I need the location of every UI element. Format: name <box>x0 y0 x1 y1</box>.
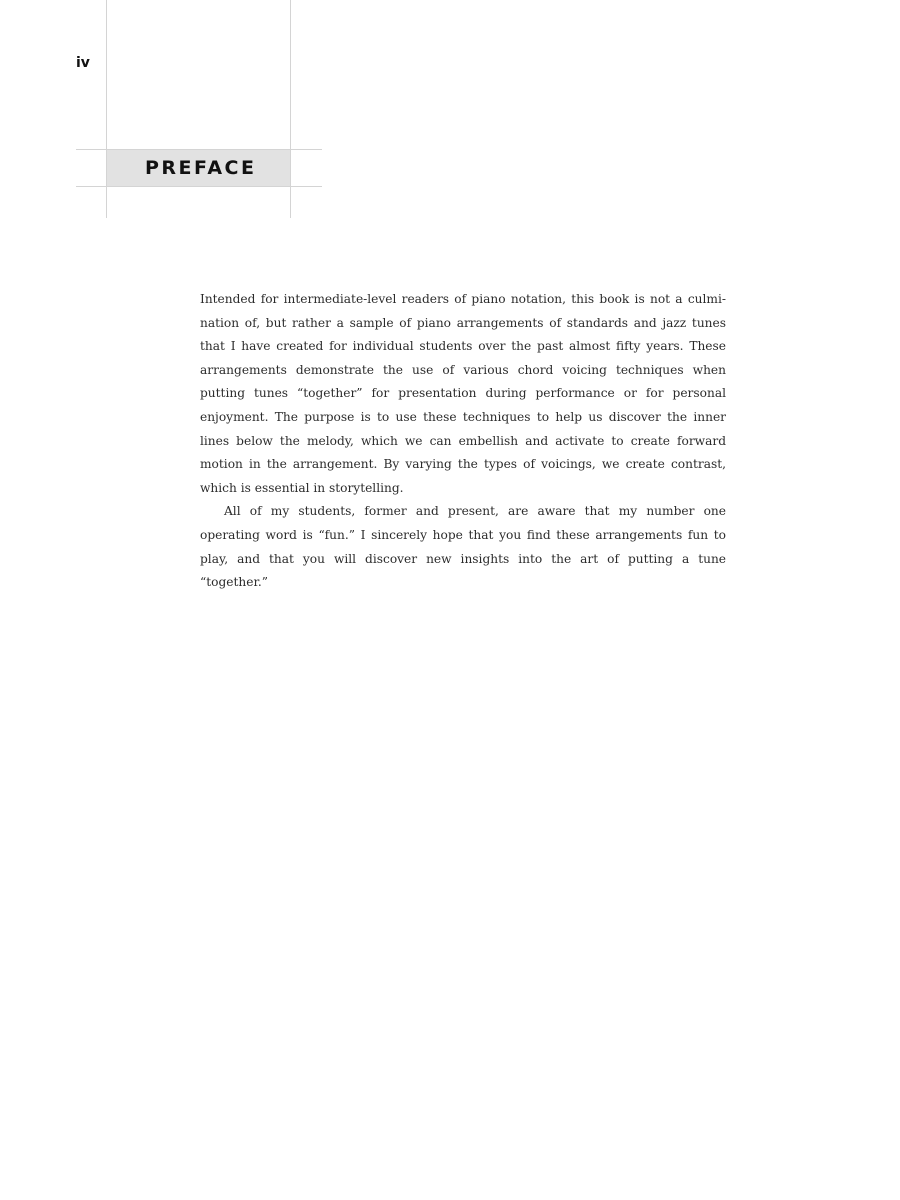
section-heading: PREFACE <box>145 157 257 179</box>
preface-body <box>200 288 726 595</box>
paragraph-2: All of my students, former and present, are aware that my number one operating word is “fun.” I sincerely hope that you find these arrangements fun to play, and that you will discover new insights into the art of putting a tune “together.” <box>200 504 726 590</box>
page-number: iv <box>76 55 90 71</box>
paragraph-1: Intended for intermediate-level readers of piano notation, this book is not a culmination of, but rather a sample of piano arrangements of standards and jazz tunes that I have created for individual students over the past almost fifty years. These arrangements demonstrate the use of various chord voicing techniques when putting tunes “together” for presentation during performance or for personal enjoyment. The purpose is to use these techniques to help us discover the inner lines below the melody, which we can embellish and activate to create forward motion in the arrangement. By varying the types of voicings, we create contrast, which is essential in storytelling. <box>200 292 726 495</box>
guide-line-horizontal-bottom <box>76 186 322 187</box>
